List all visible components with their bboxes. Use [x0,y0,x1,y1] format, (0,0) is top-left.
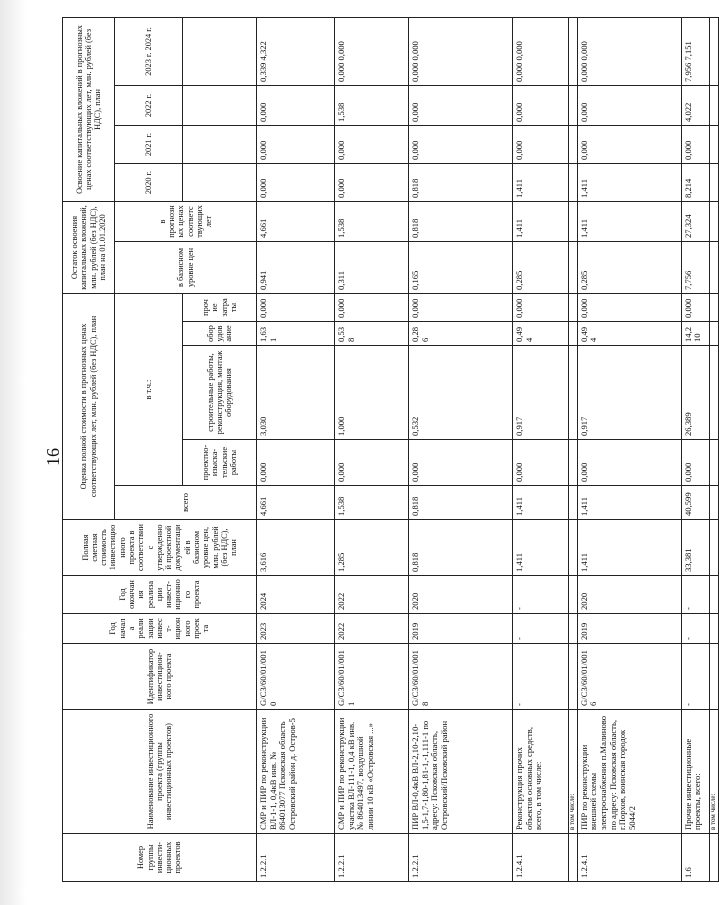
cell-2024: 4,322 [258,41,268,61]
cell-remain-base [569,241,578,293]
header-name: Наименование инвестиционного проекта (группы инвестиционных проектов) [63,710,257,834]
cell-2023: 0,000 [336,62,346,82]
cell-2021 [569,125,578,163]
cell-total [709,486,718,520]
cell-2023-2024 [709,17,718,85]
cell-2020: 0,000 [335,163,409,201]
cell-design [709,440,718,486]
cell-other [569,293,578,321]
cell-remain-base: 0,311 [335,241,409,293]
header-year-2022: 2022 г. [115,85,183,125]
cell-2023-2024 [409,17,513,85]
cell-remain-base [709,241,718,293]
cell-construction: 0,917 [513,346,569,440]
cell-design: 0,000 [257,440,335,486]
cell-other: 0,000 [577,293,681,321]
table-row-including [569,17,578,881]
cell-end: - [681,576,709,614]
table-row [409,17,513,881]
cell-design: 0,000 [681,440,709,486]
cell-name: в том числе: [569,710,578,834]
cell-2021: 0,000 [513,125,569,163]
cell-total: 1,411 [513,486,569,520]
header-start-year: Год начала реализации инвест-иционного проекта [63,614,257,644]
cell-equipment [709,322,718,346]
header-total: всего [115,486,257,520]
cell-id: G/C3/60/01/0010 [257,644,335,710]
cell-full-cost [569,520,578,576]
header-group: Номер группы инвести-ционных проектов [63,834,257,882]
cell-2023: 0,000 [514,62,524,82]
header-year-2023: 2023 г. [143,52,153,76]
cell-2021: 0,000 [335,125,409,163]
cell-full-cost: 33,381 [681,520,709,576]
cell-remain-forecast [709,201,718,241]
cell-full-cost: 3,616 [257,520,335,576]
header-blank [183,163,257,201]
cell-equipment: 1,631 [257,322,335,346]
rotated-table-container [62,22,717,882]
table-row [257,17,335,881]
cell-equipment [569,322,578,346]
header-full-cost: Полная сметная стоимость 1инвестиционного проекта в соответствии с утвержденной проектной документацией в базисном уровне цен, млн. рублей (без НДС), план [63,520,257,576]
table-row [335,17,409,881]
cell-design: 0,000 [577,440,681,486]
cell-equipment: 0,494 [513,322,569,346]
header-blank [183,125,257,163]
cell-id [569,644,578,710]
cell-other: 0,000 [409,293,513,321]
cell-name: Прочие инвестиционные проекты, всего: [681,710,709,834]
page-edge-shadow [0,0,26,905]
cell-id: - [681,644,709,710]
cell-2022: 0,000 [257,85,335,125]
cell-2022 [569,85,578,125]
cell-equipment: 0,286 [409,322,513,346]
cell-end: 2020 [409,576,513,614]
header-other: прочие затраты [183,293,257,321]
cell-end: 2022 [335,576,409,614]
cell-2022: 0,000 [409,85,513,125]
header-remain-forecast: в прогнозных ценах соответствующих лет [115,201,257,241]
header-blank [183,85,257,125]
cell-total: 1,411 [577,486,681,520]
cell-id: G/C3/60/01/0018 [409,644,513,710]
cell-2023: 7,956 [682,62,693,82]
cell-start: - [681,614,709,644]
cell-other: 0,000 [257,293,335,321]
cell-name: ПИР по реконструкции внешней схемы электроснабжения п.Малиново по адресу: Псковская область, г.Порхов, воинская городок 5044/2 [577,710,681,834]
cell-num: 1.2.4.1 [513,834,569,882]
cell-2022: 0,000 [513,85,569,125]
cell-2023-2024 [257,17,335,85]
cell-design: 0,000 [409,440,513,486]
cell-remain-forecast: 4,661 [257,201,335,241]
cell-equipment: 14,210 [681,322,709,346]
cell-construction: 3,030 [257,346,335,440]
cell-2021 [709,125,718,163]
cell-name: ПИР ВЛ-0,4кВ ВЛ-2,10-2,10-1,5-1,7-1,80-1,81-1,-1,111-1 по адресу: Псковская область, Островский/Псковский район [409,710,513,834]
cell-remain-forecast: 1,538 [335,201,409,241]
cell-2020: 0,000 [257,163,335,201]
cell-construction: 0,917 [577,346,681,440]
cell-remain-base: 7,756 [681,241,709,293]
cell-name: СМР и ПИР по реконструкции ВЛ-1-1, 0,4кВ инв. № 864013077 Псковская область Островский район д. Остров-5 [257,710,335,834]
cell-full-cost: 1,411 [577,520,681,576]
table-row [577,17,681,881]
cell-2023-2024 [513,17,569,85]
cell-num [569,834,578,882]
cell-num: 1.2.2.1 [335,834,409,882]
cell-num: 1.2.2.1 [257,834,335,882]
cell-id [709,644,718,710]
cell-remain-base: 0,165 [409,241,513,293]
cell-end: 2024 [257,576,335,614]
cell-2022: 4,022 [681,85,709,125]
cell-2020 [709,163,718,201]
cell-num [709,834,718,882]
header-design: проектно-изыска-тельские работы [183,440,257,486]
cell-design: 0,000 [513,440,569,486]
cell-2023: 0,339 [258,62,268,82]
cell-total: 0,818 [409,486,513,520]
cell-end: 2020 [577,576,681,614]
cell-id: - [513,644,569,710]
cell-2021: 0,000 [409,125,513,163]
cell-remain-base: 0,285 [513,241,569,293]
cell-full-cost: 1,411 [513,520,569,576]
cell-other [709,293,718,321]
cell-design [569,440,578,486]
cell-other: 0,000 [513,293,569,321]
cell-construction: 0,532 [409,346,513,440]
cell-full-cost: 1,285 [335,520,409,576]
cell-2022: 1,538 [335,85,409,125]
cell-construction: 1,000 [335,346,409,440]
cell-2023-2024 [681,17,709,85]
page-number: 16 [43,448,63,466]
investment-table [62,17,719,882]
cell-name: СМР и ПИР по реконструкции участка ВЛ-111-1, 0,4 кВ инв. № 864013497, воздушной линии 10 кВ «Островская ...» [335,710,409,834]
cell-start: 2019 [577,614,681,644]
cell-2024: 0,000 [410,41,420,61]
cell-full-cost: 0,818 [409,520,513,576]
cell-2023-2024 [569,17,578,85]
cell-num: 1.6 [681,834,709,882]
cell-2021: 0,000 [257,125,335,163]
header-construction: строительные работы, реконструкция, монтаж оборудования [183,346,257,440]
header-end-year: Год окончания реализации инвест-иционного проекта [63,576,257,614]
header-remain-group: Остаток освоения капитальных вложений, млн. рублей (без НДС), план на 01.01.2020 [63,201,115,293]
header-year-2024: 2024 г. [143,27,153,51]
cell-2023: 0,000 [578,62,589,82]
cell-total: 1,538 [335,486,409,520]
cell-2024: 7,151 [682,41,693,61]
cell-construction [709,346,718,440]
cell-2023-2024 [577,17,681,85]
cell-start: 2023 [257,614,335,644]
cell-2020: 1,411 [577,163,681,201]
cell-end [709,576,718,614]
cell-2020: 0,818 [409,163,513,201]
cell-remain-forecast [569,201,578,241]
header-capex-group: Освоение капитальных вложений в прогнозных ценах соответствующих лет, млн. рублей (без НДС), план [63,17,115,201]
cell-remain-forecast: 0,818 [409,201,513,241]
cell-construction: 26,389 [681,346,709,440]
table-row [681,17,709,881]
header-year-2021: 2021 г. [115,125,183,163]
cell-remain-forecast: 1,411 [513,201,569,241]
cell-2023: 0,000 [410,62,420,82]
cell-num: 1.2.4.1 [577,834,681,882]
cell-remain-forecast: 27,324 [681,201,709,241]
cell-name: Реконструкция прочих объектов основных средств, всего, в том числе: [513,710,569,834]
cell-equipment: 0,538 [335,322,409,346]
cell-start: - [513,614,569,644]
cell-start [709,614,718,644]
cell-design: 0,000 [335,440,409,486]
cell-id: G/C3/60/01/0016 [577,644,681,710]
cell-2022: 0,000 [577,85,681,125]
cell-remain-forecast: 1,411 [577,201,681,241]
cell-2024: 0,000 [336,41,346,61]
table-row [513,17,569,881]
header-year-2023-2024 [115,17,183,85]
cell-start [569,614,578,644]
table-row-including [709,17,718,881]
cell-total: 4,661 [257,486,335,520]
header-equipment: оборудование [183,322,257,346]
cell-id: G/C3/60/01/0011 [335,644,409,710]
cell-start: 2019 [409,614,513,644]
header-remain-base: в базисном уровне цен [115,241,257,293]
cell-total: 40,599 [681,486,709,520]
cell-num: 1.2.2.1 [409,834,513,882]
header-blank [183,17,257,85]
cell-end: - [513,576,569,614]
cell-2022 [709,85,718,125]
cell-start: 2022 [335,614,409,644]
header-including: в т.ч.: [115,293,183,485]
cell-total [569,486,578,520]
cell-other: 0,000 [681,293,709,321]
cell-full-cost [709,520,718,576]
cell-2023-2024 [335,17,409,85]
header-id: Идентификатор инвестицион-ного проекта [63,644,257,710]
cell-equipment: 0,494 [577,322,681,346]
cell-2020 [569,163,578,201]
cell-2021: 0,000 [681,125,709,163]
cell-construction [569,346,578,440]
cell-2020: 8,214 [681,163,709,201]
cell-2020: 1,411 [513,163,569,201]
cell-remain-base: 0,285 [577,241,681,293]
cell-end [569,576,578,614]
cell-other: 0,000 [335,293,409,321]
cell-2024: 0,000 [578,41,589,61]
cell-name: в том числе: [709,710,718,834]
cell-2024: 0,000 [514,41,524,61]
cell-2021: 0,000 [577,125,681,163]
header-year-2020: 2020 г. [115,163,183,201]
header-total-cost-group: Оценка полной стоимости в прогнозных ценах соответствующих лет, млн. рублей (без НДС), план [63,293,115,519]
cell-remain-base: 0,941 [257,241,335,293]
